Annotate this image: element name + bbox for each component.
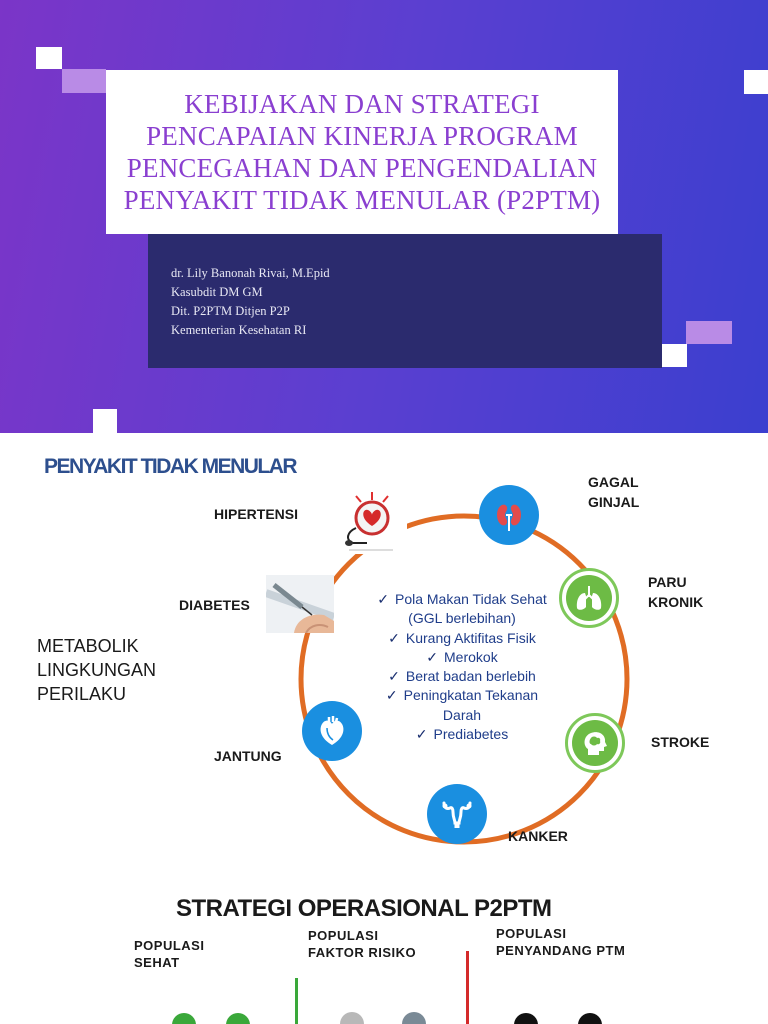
population-risk-factor-label: POPULASI FAKTOR RISIKO — [308, 928, 417, 960]
person-head-icon — [340, 1012, 364, 1024]
slide-title: STRATEGI OPERASIONAL P2PTM — [176, 895, 552, 922]
title-box — [106, 70, 618, 234]
risk-factor-item: ✓ Berat badan berlebih — [388, 668, 536, 685]
ptm-diagram-slide — [0, 433, 768, 863]
title-slide — [0, 0, 768, 433]
divider-green — [295, 978, 298, 1024]
author-position: Kasubdit DM GM — [171, 285, 263, 299]
check-icon: ✓ — [388, 668, 400, 685]
risk-factor-item: ✓ Kurang Aktifitas Fisik — [388, 629, 536, 646]
label-stroke: STROKE — [651, 734, 710, 750]
decor-square — [662, 344, 687, 367]
risk-factor-item: ✓ Merokok — [426, 648, 498, 665]
label-gagal-ginjal: GAGAL GINJAL — [588, 474, 640, 510]
title-line: PENYAKIT TIDAK MENULAR (P2PTM) — [123, 185, 601, 215]
author-ministry: Kementerian Kesehatan RI — [171, 323, 307, 337]
risk-factor-item: ✓ Pola Makan Tidak Sehat — [377, 591, 547, 607]
decor-square — [36, 47, 62, 69]
decor-square — [744, 70, 768, 94]
decor-square — [62, 69, 106, 93]
label-kanker: KANKER — [508, 828, 568, 844]
risk-factor-item: Darah — [442, 706, 482, 723]
check-icon: ✓ — [385, 687, 398, 704]
author-box — [148, 234, 662, 368]
risk-category-label: METABOLIK LINGKUNGAN PERILAKU — [37, 636, 157, 704]
label-paru-kronik: PARU KRONIK — [648, 574, 704, 610]
presentation-title — [124, 88, 601, 216]
author-name: dr. Lily Banonah Rivai, M.Epid — [171, 266, 330, 280]
check-icon: ✓ — [377, 591, 389, 607]
insulin-injection-icon — [266, 575, 334, 633]
check-icon: ✓ — [426, 648, 439, 665]
label-jantung: JANTUNG — [214, 748, 282, 764]
person-head-icon — [402, 1012, 426, 1024]
label-diabetes: DIABETES — [179, 597, 250, 613]
brain-head-icon — [580, 728, 610, 758]
population-healthy-label: POPULASI SEHAT — [134, 938, 205, 970]
label-hipertensi: HIPERTENSI — [214, 506, 299, 522]
decor-square — [93, 409, 117, 433]
kidney-icon — [492, 498, 526, 532]
risk-factor-item: (GGL berlebihan) — [408, 610, 516, 627]
title-line: PENCEGAHAN DAN PENGENDALIAN — [126, 153, 598, 183]
title-line: PENCAPAIAN KINERJA PROGRAM — [146, 121, 578, 151]
slide-title: PENYAKIT TIDAK MENULAR — [44, 455, 297, 478]
title-line: KEBIJAKAN DAN STRATEGI — [184, 89, 540, 119]
uterus-icon — [440, 797, 474, 831]
risk-factor-list — [342, 590, 582, 744]
person-head-icon — [514, 1013, 538, 1024]
risk-factor-item: ✓ Prediabetes — [415, 726, 509, 743]
person-head-icon — [578, 1013, 602, 1024]
risk-factor-item: ✓ Peningkatan Tekanan — [385, 687, 539, 704]
author-directorate: Dit. P2PTM Ditjen P2P — [171, 304, 290, 318]
strategy-slide — [0, 863, 768, 1024]
person-head-icon — [226, 1013, 250, 1024]
blood-pressure-icon — [337, 488, 407, 554]
kidney-node — [479, 485, 539, 545]
decor-square — [686, 321, 732, 344]
uterus-node — [427, 784, 487, 844]
check-icon: ✓ — [415, 726, 428, 743]
person-head-icon — [172, 1013, 196, 1024]
population-ptm-label: POPULASI PENYANDANG PTM — [496, 926, 626, 958]
check-icon: ✓ — [388, 629, 400, 646]
divider-red — [466, 951, 469, 1024]
